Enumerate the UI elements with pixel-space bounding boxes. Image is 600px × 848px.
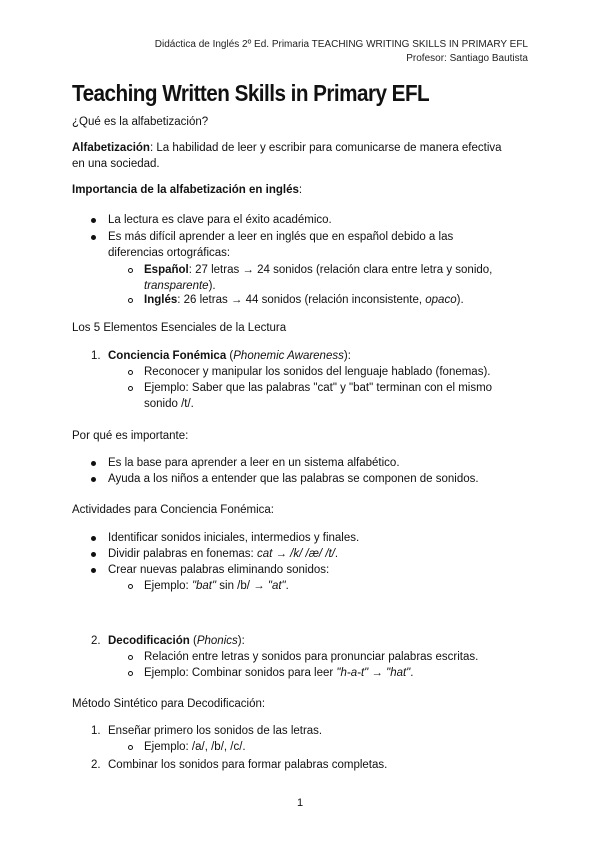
bullet-icon [91, 218, 96, 223]
item-2-title [108, 633, 245, 649]
item-2-sub-2-hat: "hat" [386, 667, 411, 679]
method-heading: Método Sintético para Decodificación: [72, 698, 266, 710]
circle-bullet-icon [128, 298, 133, 303]
method-2-text: Combinar los sonidos para formar palabras completas. [108, 759, 388, 771]
item-2-english: Phonics [196, 635, 238, 647]
activity-sub-1-end: . [285, 580, 289, 592]
spanish-text: : 27 letras → 24 sonidos (relación clara entre letra y sonido, [188, 264, 493, 276]
circle-bullet-icon [128, 370, 133, 375]
bullet-icon [91, 235, 96, 240]
item-2-paren-close: ): [237, 635, 245, 647]
definition-text-1: : La habilidad de leer y escribir para comunicarse de manera efectiva [149, 142, 502, 154]
item-2-sub-2-text: Ejemplo: Combinar sonidos para leer [144, 667, 337, 679]
activities-heading: Actividades para Conciencia Fonémica: [72, 504, 274, 516]
spanish-transparent: transparente [144, 280, 209, 292]
circle-bullet-icon [128, 268, 133, 273]
activity-bullet-3: Crear nuevas palabras eliminando sonidos: [108, 564, 330, 576]
activity-sub-1-bat: "bat" [191, 580, 217, 592]
bullet-icon [91, 536, 96, 541]
item-2-sub-1: Relación entre letras y sonidos para pronunciar palabras escritas. [144, 651, 479, 663]
activity-sub-1-text: Ejemplo: [144, 580, 192, 592]
item-1-sub-1: Reconocer y manipular los sonidos del lenguaje hablado (fonemas). [144, 366, 491, 378]
spanish-letters-line [144, 262, 492, 278]
bullet-icon [91, 568, 96, 573]
page-number: 1 [296, 797, 304, 809]
item-1-sub-2a: Ejemplo: Saber que las palabras "cat" y "bat" terminan con el mismo [144, 382, 493, 394]
item-1-paren-close: ): [343, 350, 351, 362]
circle-bullet-icon [128, 745, 133, 750]
activity-bullet-2-end: . [334, 548, 339, 560]
item-1-paren-open: ( [226, 350, 234, 362]
item-1-number: 1. [91, 350, 101, 362]
activity-sub-1 [144, 578, 289, 594]
importance-bullet-2a: Es más difícil aprender a leer en inglés que en español debido a las [108, 231, 454, 243]
item-1-sub-2b: sonido /t/. [144, 398, 194, 410]
why-heading: Por qué es importante: [72, 430, 189, 442]
header-professor: Profesor: Santiago Bautista [406, 53, 528, 64]
item-2-sub-2 [144, 665, 413, 681]
circle-bullet-icon [128, 655, 133, 660]
method-1-number: 1. [91, 725, 101, 737]
why-bullet-2: Ayuda a los niños a entender que las palabras se componen de sonidos. [108, 473, 479, 485]
item-2-sub-2-hat-spelled: "h-a-t" [336, 667, 369, 679]
english-letters-line [144, 292, 464, 308]
circle-bullet-icon [128, 671, 133, 676]
bullet-icon [91, 477, 96, 482]
spanish-label: Español [144, 264, 189, 276]
method-1-sub: Ejemplo: /a/, /b/, /c/. [144, 741, 246, 753]
item-2-number: 2. [91, 635, 101, 647]
page-title: Teaching Written Skills in Primary EFL [72, 80, 430, 106]
method-1-text: Enseñar primero los sonidos de las letras. [108, 725, 323, 737]
activity-bullet-1: Identificar sonidos iniciales, intermedios y finales. [108, 532, 360, 544]
english-opaque: opaco [425, 294, 457, 306]
item-2-sub-2-end: . [410, 667, 414, 679]
activity-bullet-2-text: Dividir palabras en fonemas: [108, 548, 257, 560]
definition-term: Alfabetización [72, 142, 150, 154]
english-end: ). [456, 294, 464, 306]
activity-sub-1-mid: sin /b/ → [216, 580, 268, 592]
spanish-end: ). [208, 280, 216, 292]
activity-bullet-2 [108, 546, 338, 562]
five-elements-heading: Los 5 Elementos Esenciales de la Lectura [72, 322, 287, 334]
circle-bullet-icon [128, 386, 133, 391]
importance-bullet-2b: diferencias ortográficas: [108, 247, 231, 259]
header-course: Didáctica de Inglés 2º Ed. Primaria TEACHING WRITING SKILLS IN PRIMARY EFL [154, 39, 528, 50]
english-label: Inglés [144, 294, 178, 306]
definition-line-2: en una sociedad. [72, 158, 160, 170]
english-text: : 26 letras → 44 sonidos (relación inconsistente, [177, 294, 426, 306]
importance-colon: : [298, 184, 303, 196]
question-literacy: ¿Qué es la alfabetización? [72, 116, 209, 128]
item-2-paren-open: ( [189, 635, 197, 647]
item-2-sub-2-mid: → [368, 667, 387, 679]
definition-line-1 [72, 140, 502, 156]
activity-sub-1-at: "at" [267, 580, 286, 592]
importance-bullet-1: La lectura es clave para el éxito académico. [108, 214, 332, 226]
item-1-title [108, 348, 351, 364]
bullet-icon [91, 461, 96, 466]
item-2-label: Decodificación [108, 635, 190, 647]
item-1-english: Phonemic Awareness [233, 350, 344, 362]
method-2-number: 2. [91, 759, 101, 771]
bullet-icon [91, 552, 96, 557]
activity-bullet-2-example: cat → /k/ /æ/ /t/ [256, 548, 335, 560]
importance-heading-text: Importancia de la alfabetización en inglés [72, 184, 299, 196]
circle-bullet-icon [128, 584, 133, 589]
why-bullet-1: Es la base para aprender a leer en un sistema alfabético. [108, 457, 400, 469]
item-1-label: Conciencia Fonémica [108, 350, 227, 362]
importance-heading [72, 182, 302, 198]
